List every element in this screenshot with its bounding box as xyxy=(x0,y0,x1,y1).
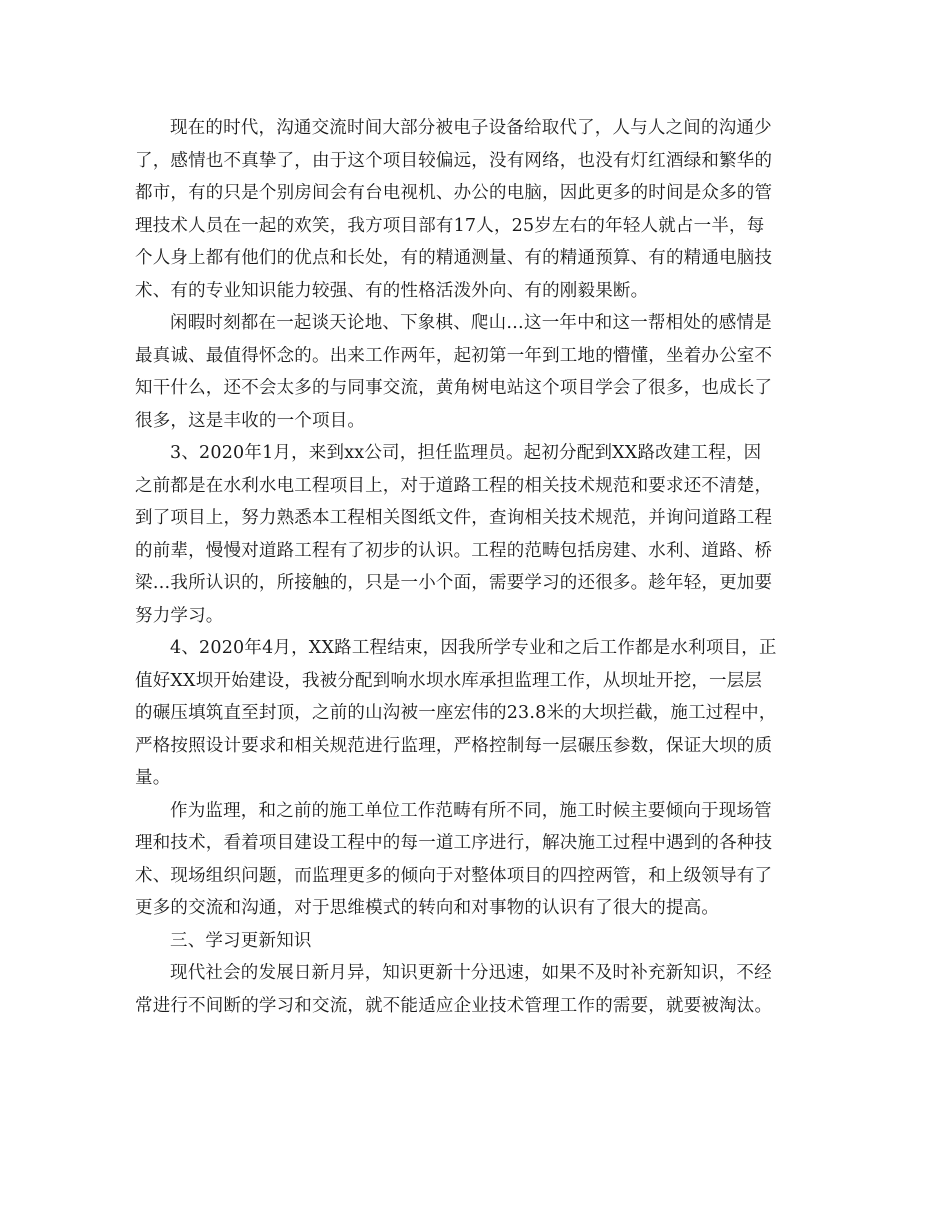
paragraph xyxy=(135,112,820,307)
text-line: 严格按照设计要求和相关规范进行监理，严格控制每一层碾压参数，保证大坝的质 xyxy=(135,735,773,756)
text-line: 很多，这是丰收的一个项目。 xyxy=(135,410,366,431)
paragraph xyxy=(135,957,820,1022)
document-body xyxy=(135,112,820,1022)
text-line: 闲暇时刻都在一起谈天论地、下象棋、爬山…这一年中和这一帮相处的感情是 xyxy=(170,313,772,333)
text-line: 术、现场组织问题，而监理更多的倾向于对整体项目的四控两管，和上级领导有了 xyxy=(135,865,773,886)
text-line: 的前辈，慢慢对道路工程有了初步的认识。工程的范畴包括房建、水利、道路、桥 xyxy=(135,540,773,561)
text-line: 现在的时代，沟通交流时间大部分被电子设备给取代了，人与人之间的沟通少 xyxy=(170,118,772,138)
section-heading xyxy=(135,925,820,958)
text-line: 术、有的专业知识能力较强、有的性格活泼外向、有的刚毅果断。 xyxy=(135,280,649,301)
text-line: 3、2020年1月，来到xx公司，担任监理员。起初分配到XX路改建工程，因 xyxy=(170,443,762,463)
text-line: 量。 xyxy=(135,768,171,788)
paragraph xyxy=(135,632,820,795)
text-line: 4、2020年4月，XX路工程结束，因我所学专业和之后工作都是水利项目，正 xyxy=(170,638,777,658)
paragraph xyxy=(135,307,820,437)
text-line: 个人身上都有他们的优点和长处，有的精通测量、有的精通预算、有的精通电脑技 xyxy=(135,248,773,268)
paragraph xyxy=(135,795,820,925)
text-line: 理技术人员在一起的欢笑，我方项目部有17人，25岁左右的年轻人就占一半，每 xyxy=(135,215,765,236)
text-line: 到了项目上，努力熟悉本工程相关图纸文件，查询相关技术规范，并询问道路工程 xyxy=(135,508,773,528)
text-line: 知干什么，还不会太多的与同事交流，黄角树电站这个项目学会了很多，也成长了 xyxy=(135,378,773,398)
text-line: 三、学习更新知识 xyxy=(170,930,312,951)
text-line: 了，感情也不真挚了，由于这个项目较偏远，没有网络，也没有灯红酒绿和繁华的 xyxy=(135,150,773,171)
text-line: 都市，有的只是个别房间会有台电视机、办公的电脑，因此更多的时间是众多的管 xyxy=(135,183,773,203)
text-line: 之前都是在水利水电工程项目上，对于道路工程的相关技术规范和要求还不清楚， xyxy=(135,475,773,496)
text-line: 值好XX坝开始建设，我被分配到响水坝水库承担监理工作，从坝址开挖，一层层 xyxy=(135,670,763,691)
text-line: 努力学习。 xyxy=(135,605,224,626)
text-line: 更多的交流和沟通，对于思维模式的转向和对事物的认识有了很大的提高。 xyxy=(135,898,720,918)
text-line: 现代社会的发展日新月异，知识更新十分迅速，如果不及时补充新知识，不经 xyxy=(170,963,772,983)
paragraph xyxy=(135,437,820,632)
text-line: 的碾压填筑直至封顶，之前的山沟被一座宏伟的23.8米的大坝拦截，施工过程中， xyxy=(135,703,777,723)
text-line: 作为监理，和之前的施工单位工作范畴有所不同，施工时候主要倾向于现场管 xyxy=(170,800,772,821)
text-line: 梁…我所认识的，所接触的，只是一小个面，需要学习的还很多。趁年轻，更加要 xyxy=(135,573,773,593)
text-line: 理和技术，看着项目建设工程中的每一道工序进行，解决施工过程中遇到的各种技 xyxy=(135,833,773,853)
text-line: 最真诚、最值得怀念的。出来工作两年，起初第一年到工地的懵懂，坐着办公室不 xyxy=(135,345,773,366)
text-line: 常进行不间断的学习和交流，就不能适应企业技术管理工作的需要，就要被淘汰。 xyxy=(135,995,773,1016)
